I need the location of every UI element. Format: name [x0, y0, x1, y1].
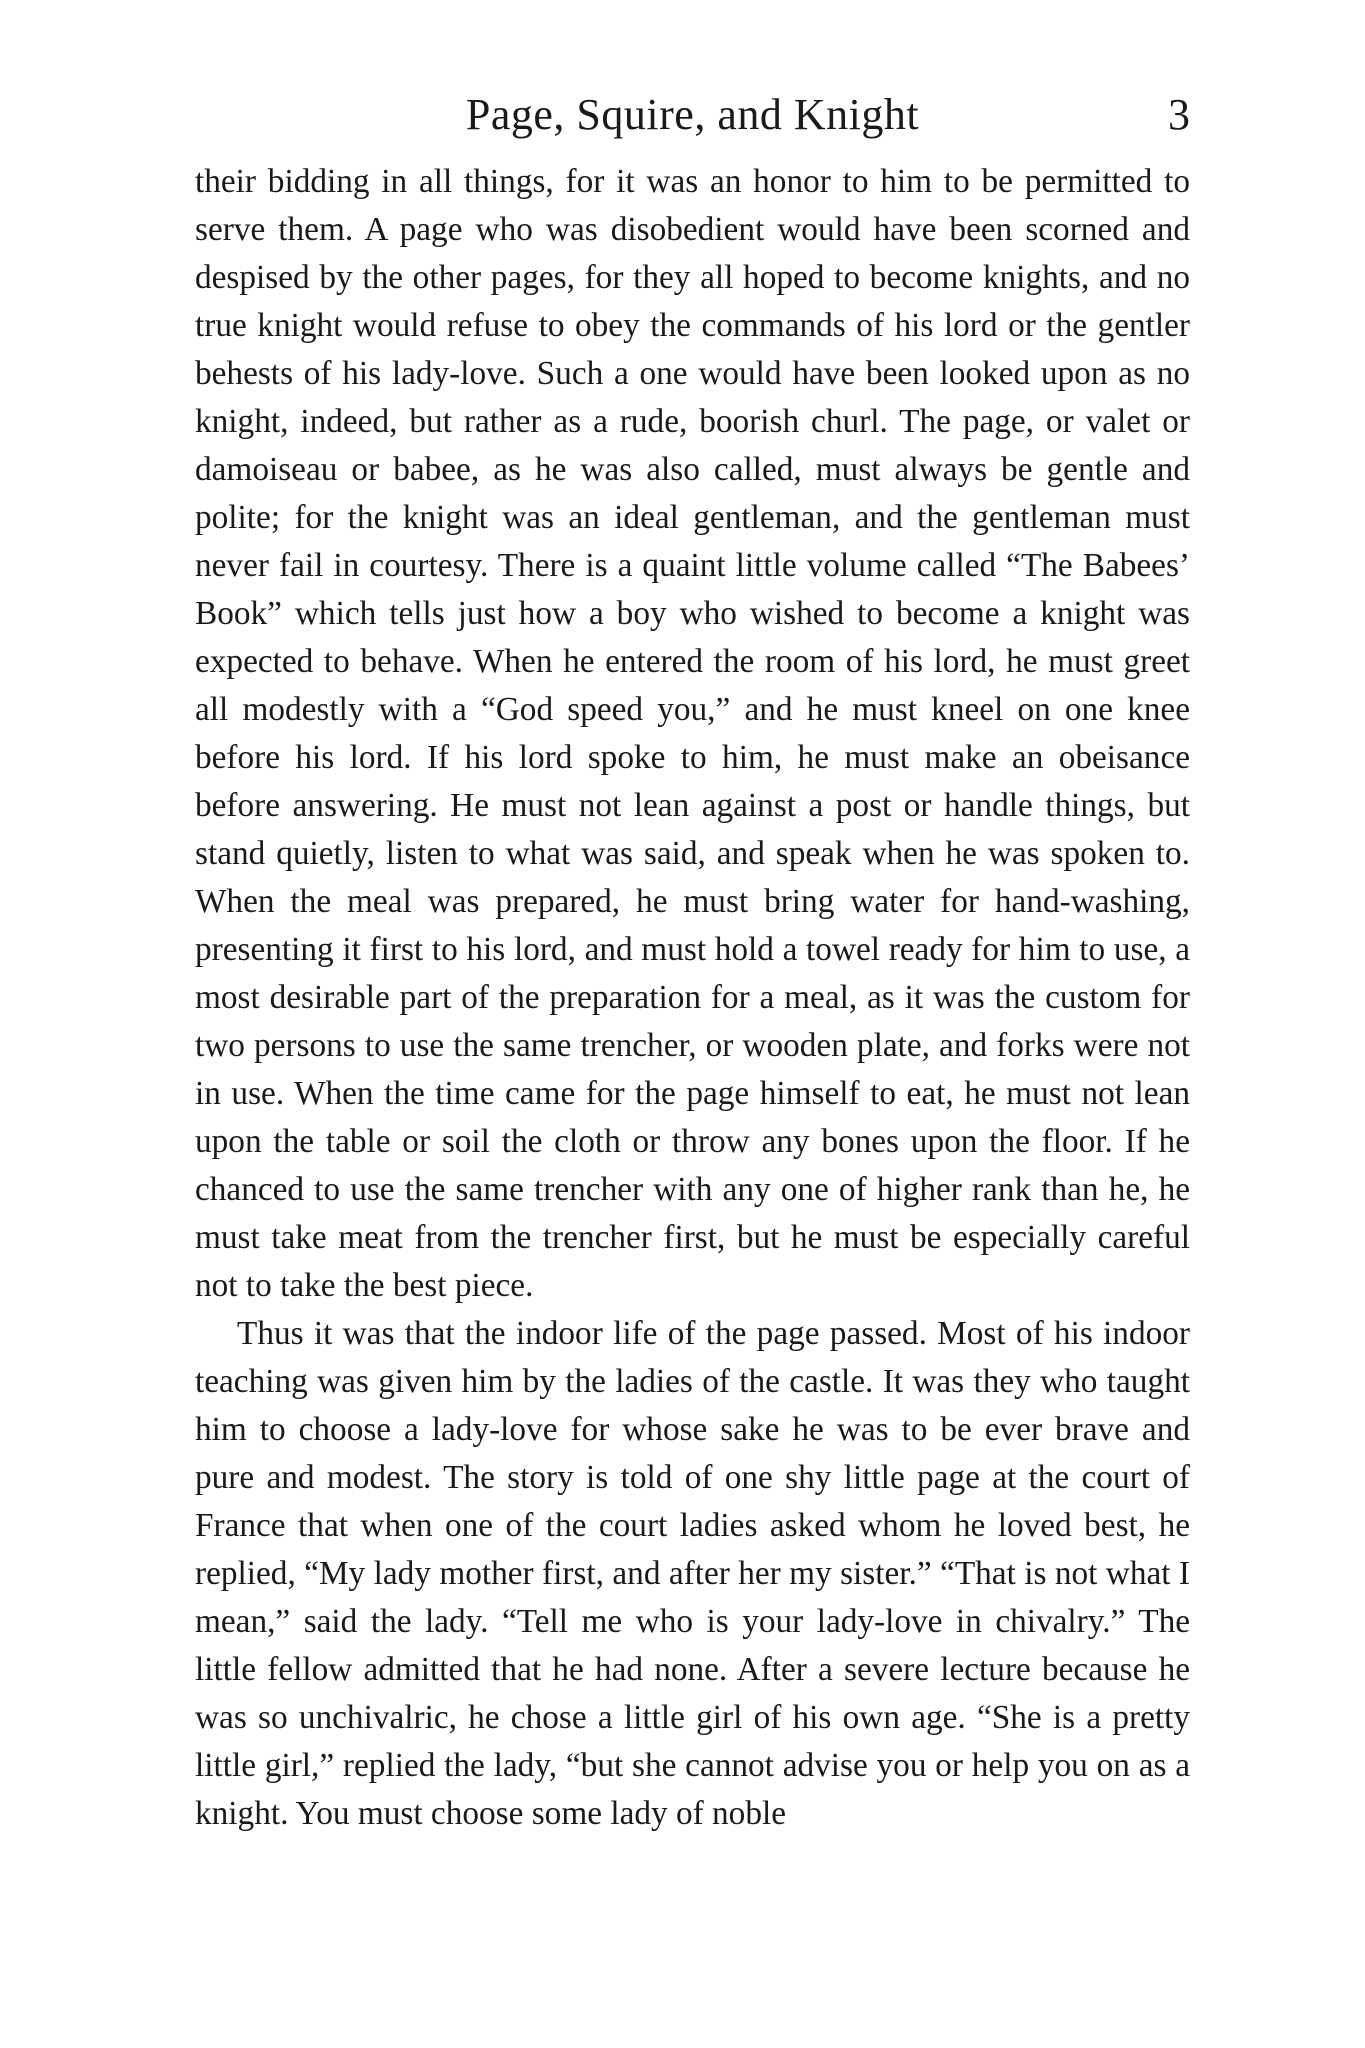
running-title: Page, Squire, and Knight [465, 90, 920, 139]
paragraph-1: their bidding in all things, for it was an honor to him to be permitted to serve them. A page who was disobedient would have been scorned and despised by the other pages, for they all hoped to become knights, and no true knight would refuse to obey the commands of his lord or the gentler behests of his lady-love. Such a one would have been looked upon as no knight, indeed, but rather as a rude, boorish churl. The page, or valet or damoiseau or babee, as he was also called, must always be gentle and polite; for the knight was an ideal gentleman, and the gentleman must never fail in courtesy. There is a quaint little volume called “The Babees’ Book” which tells just how a boy who wished to become a knight was expected to behave. When he entered the room of his lord, he must greet all modestly with a “God speed you,” and he must kneel on one knee before his lord. If his lord spoke to him, he must make an obeisance before answering. He must not lean against a post or handle things, but stand quietly, listen to what was said, and speak when he was spoken to. When the meal was prepared, he must bring water for hand-washing, presenting it first to his lord, and must hold a towel ready for him to use, a most desirable part of the preparation for a meal, as it was the custom for two persons to use the same trencher, or wooden plate, and forks were not in use. When the time came for the page himself to eat, he must not lean upon the table or soil the cloth or throw any bones upon the floor. If he chanced to use the same trencher with any one of higher rank than he, he must take meat from the trencher first, but he must be especially careful not to take the best piece. [195, 163, 1190, 1304]
paragraph-2: Thus it was that the indoor life of the page passed. Most of his indoor teaching was given him by the ladies of the castle. It was they who taught him to choose a lady-love for whose sake he was to be ever brave and pure and modest. The story is told of one shy little page at the court of France that when one of the court ladies asked whom he loved best, he replied, “My lady mother first, and after her my sister.” “That is not what I mean,” said the lady. “Tell me who is your lady-love in chivalry.” The little fellow admitted that he had none. After a severe lecture because he was so unchivalric, he chose a little girl of his own age. “She is a pretty little girl,” replied the lady, “but she cannot advise you or help you on as a knight. You must choose some lady of noble [195, 1315, 1190, 1832]
page-header [195, 85, 1190, 145]
page-number: 3 [1168, 90, 1190, 139]
body-text [195, 158, 1190, 1838]
